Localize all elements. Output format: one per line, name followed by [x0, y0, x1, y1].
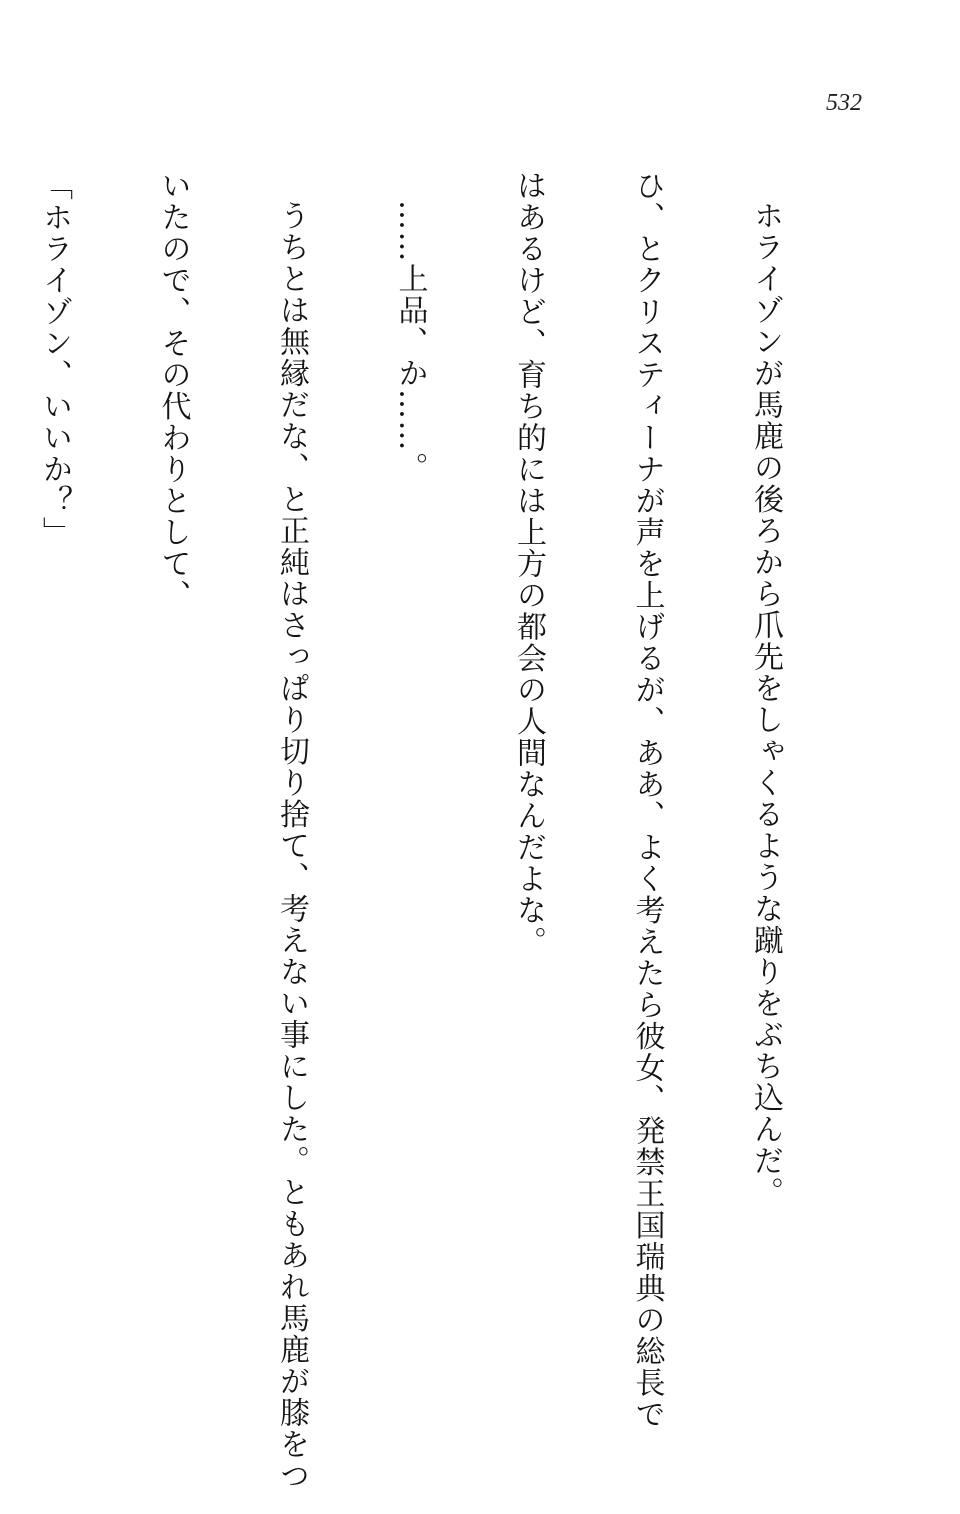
- text-line: はあるけど、育ち的には上方の都会の人間なんだよな。: [511, 170, 546, 958]
- text-line: ホライゾンが馬鹿の後ろから爪先をしゃくるような蹴りをぶち込んだ。: [748, 200, 783, 1208]
- text-line: ひ、とクリスティーナが声を上げるが、ああ、よく考えたら彼女、発禁王国瑞典の総長で: [629, 170, 665, 1430]
- text-line: ……上品、か……。: [392, 200, 428, 484]
- text-line: いたので、その代わりとして、: [155, 170, 191, 611]
- dialogue-line: 「ホライゾン、いいか？」: [37, 170, 72, 548]
- page-number: 532: [826, 90, 862, 116]
- text-line: うちとは無縁だな、と正純はさっぱり切り捨て、考えない事にした。ともあれ馬鹿が膝をつ: [274, 200, 309, 1492]
- body-text: [0, 170, 864, 1492]
